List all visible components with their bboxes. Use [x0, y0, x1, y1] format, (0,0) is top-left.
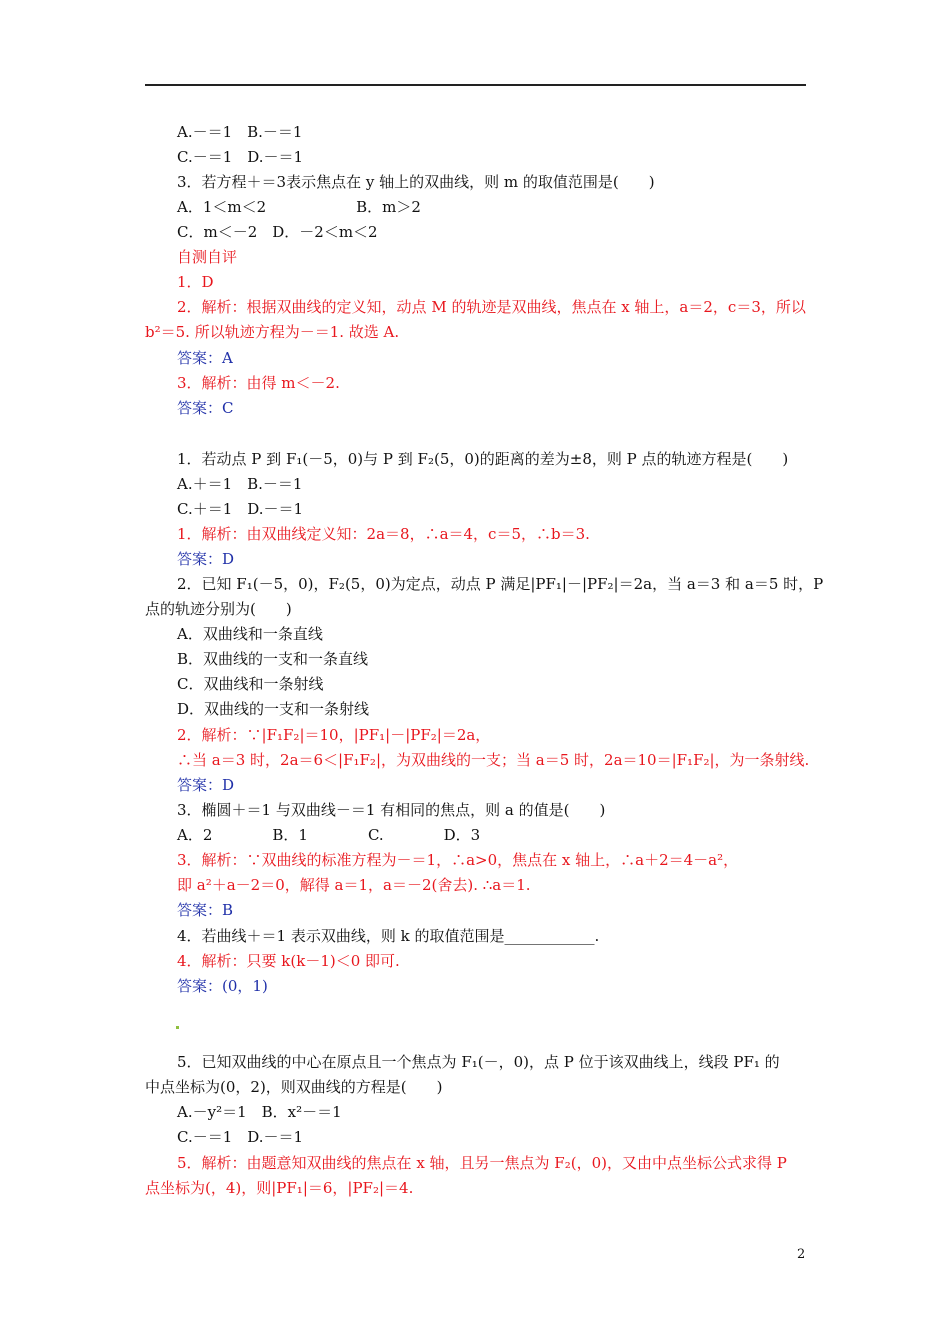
q3-options-ab: A．1＜m＜2 B．m＞2	[177, 198, 421, 216]
ex2-answer: 答案：D	[177, 776, 235, 794]
ex2-option-a: A．双曲线和一条直线	[177, 625, 323, 643]
ex2-stem-cont: 点的轨迹分别为( )	[145, 600, 292, 618]
ex3-answer: 答案：B	[177, 901, 234, 919]
ex1-options-cd: C.＋＝1 D.－＝1	[177, 500, 304, 518]
self-check-answer-3: 答案：C	[177, 399, 234, 417]
ex2-option-c: C．双曲线和一条射线	[177, 675, 324, 693]
ex5-stem: 5．已知双曲线的中心在原点且一个焦点为 F₁(－，0)，点 P 位于该双曲线上，线段 PF₁ 的	[177, 1053, 780, 1071]
ex5-solution-cont: 点坐标为(，4)，则|PF₁|＝6，|PF₂|＝4.	[145, 1179, 414, 1197]
ex2-stem: 2．已知 F₁(－5，0)，F₂(5，0)为定点，动点 P 满足|PF₁|－|PF₂|＝2a，当 a＝3 和 a＝5 时，P	[177, 575, 824, 593]
q2-options-cd: C.－＝1 D.－＝1	[177, 148, 304, 166]
ex2-solution-cont: ∴当 a＝3 时，2a＝6＜|F₁F₂|，为双曲线的一支；当 a＝5 时，2a＝10＝|F₁F₂|，为一条射线.	[177, 751, 810, 769]
ex3-options: A．2 B．1 C. D．3	[177, 826, 481, 844]
page-number: 2	[797, 1247, 806, 1262]
header-rule	[145, 84, 806, 86]
ex2-option-b: B．双曲线的一支和一条直线	[177, 650, 369, 668]
ex2-solution: 2．解析：∵|F₁F₂|＝10，|PF₁|－|PF₂|＝2a，	[177, 726, 491, 744]
ex2-option-d: D．双曲线的一支和一条射线	[177, 700, 370, 718]
self-check-answer-1: 1．D	[177, 273, 214, 291]
ex4-answer: 答案：(0，1)	[177, 977, 268, 995]
ex5-stem-cont: 中点坐标为(0，2)，则双曲线的方程是( )	[145, 1078, 443, 1096]
self-check-solution-2-cont: b²＝5. 所以轨迹方程为－＝1. 故选 A.	[145, 323, 400, 341]
self-check-solution-3: 3．解析：由得 m＜－2.	[177, 374, 340, 392]
ex5-options-ab: A.－y²＝1 B．x²－＝1	[177, 1103, 342, 1121]
ex3-solution: 3．解析：∵双曲线的标准方程为－＝1，∴a>0，焦点在 x 轴上，∴a＋2＝4－a²，	[177, 851, 739, 869]
ex1-solution: 1．解析：由双曲线定义知：2a＝8，∴a＝4，c＝5，∴b＝3.	[177, 525, 590, 543]
ex5-solution: 5．解析：由题意知双曲线的焦点在 x 轴，且另一焦点为 F₂(，0)，又由中点坐标公式求得 P	[177, 1154, 787, 1172]
q3-stem: 3．若方程＋＝3表示焦点在 y 轴上的双曲线，则 m 的取值范围是( )	[177, 173, 655, 191]
ex3-solution-cont: 即 a²＋a－2＝0，解得 a＝1，a＝－2(舍去). ∴a＝1.	[177, 876, 531, 894]
ex3-stem: 3．椭圆＋＝1 与双曲线－＝1 有相同的焦点，则 a 的值是( )	[177, 801, 606, 819]
self-check-solution-2: 2．解析：根据双曲线的定义知，动点 M 的轨迹是双曲线，焦点在 x 轴上，a＝2，c＝3，所以	[177, 298, 806, 316]
section-title-self-check: 自测自评	[177, 248, 238, 266]
ex1-answer: 答案：D	[177, 550, 235, 568]
self-check-answer-2: 答案：A	[177, 349, 233, 367]
ex1-stem: 1．若动点 P 到 F₁(－5，0)与 P 到 F₂(5，0)的距离的差为±8，则 P 点的轨迹方程是( )	[177, 450, 789, 468]
q3-options-cd: C．m＜－2 D．－2＜m＜2	[177, 223, 378, 241]
stray-mark	[176, 1026, 179, 1029]
ex4-stem: 4．若曲线＋＝1 表示双曲线，则 k 的取值范围是____________.	[177, 927, 600, 945]
ex5-options-cd: C.－＝1 D.－＝1	[177, 1128, 304, 1146]
ex4-solution: 4．解析：只要 k(k－1)＜0 即可.	[177, 952, 400, 970]
ex1-options-ab: A.＋＝1 B.－＝1	[177, 475, 303, 493]
q2-options-ab: A.－＝1 B.－＝1	[177, 123, 303, 141]
